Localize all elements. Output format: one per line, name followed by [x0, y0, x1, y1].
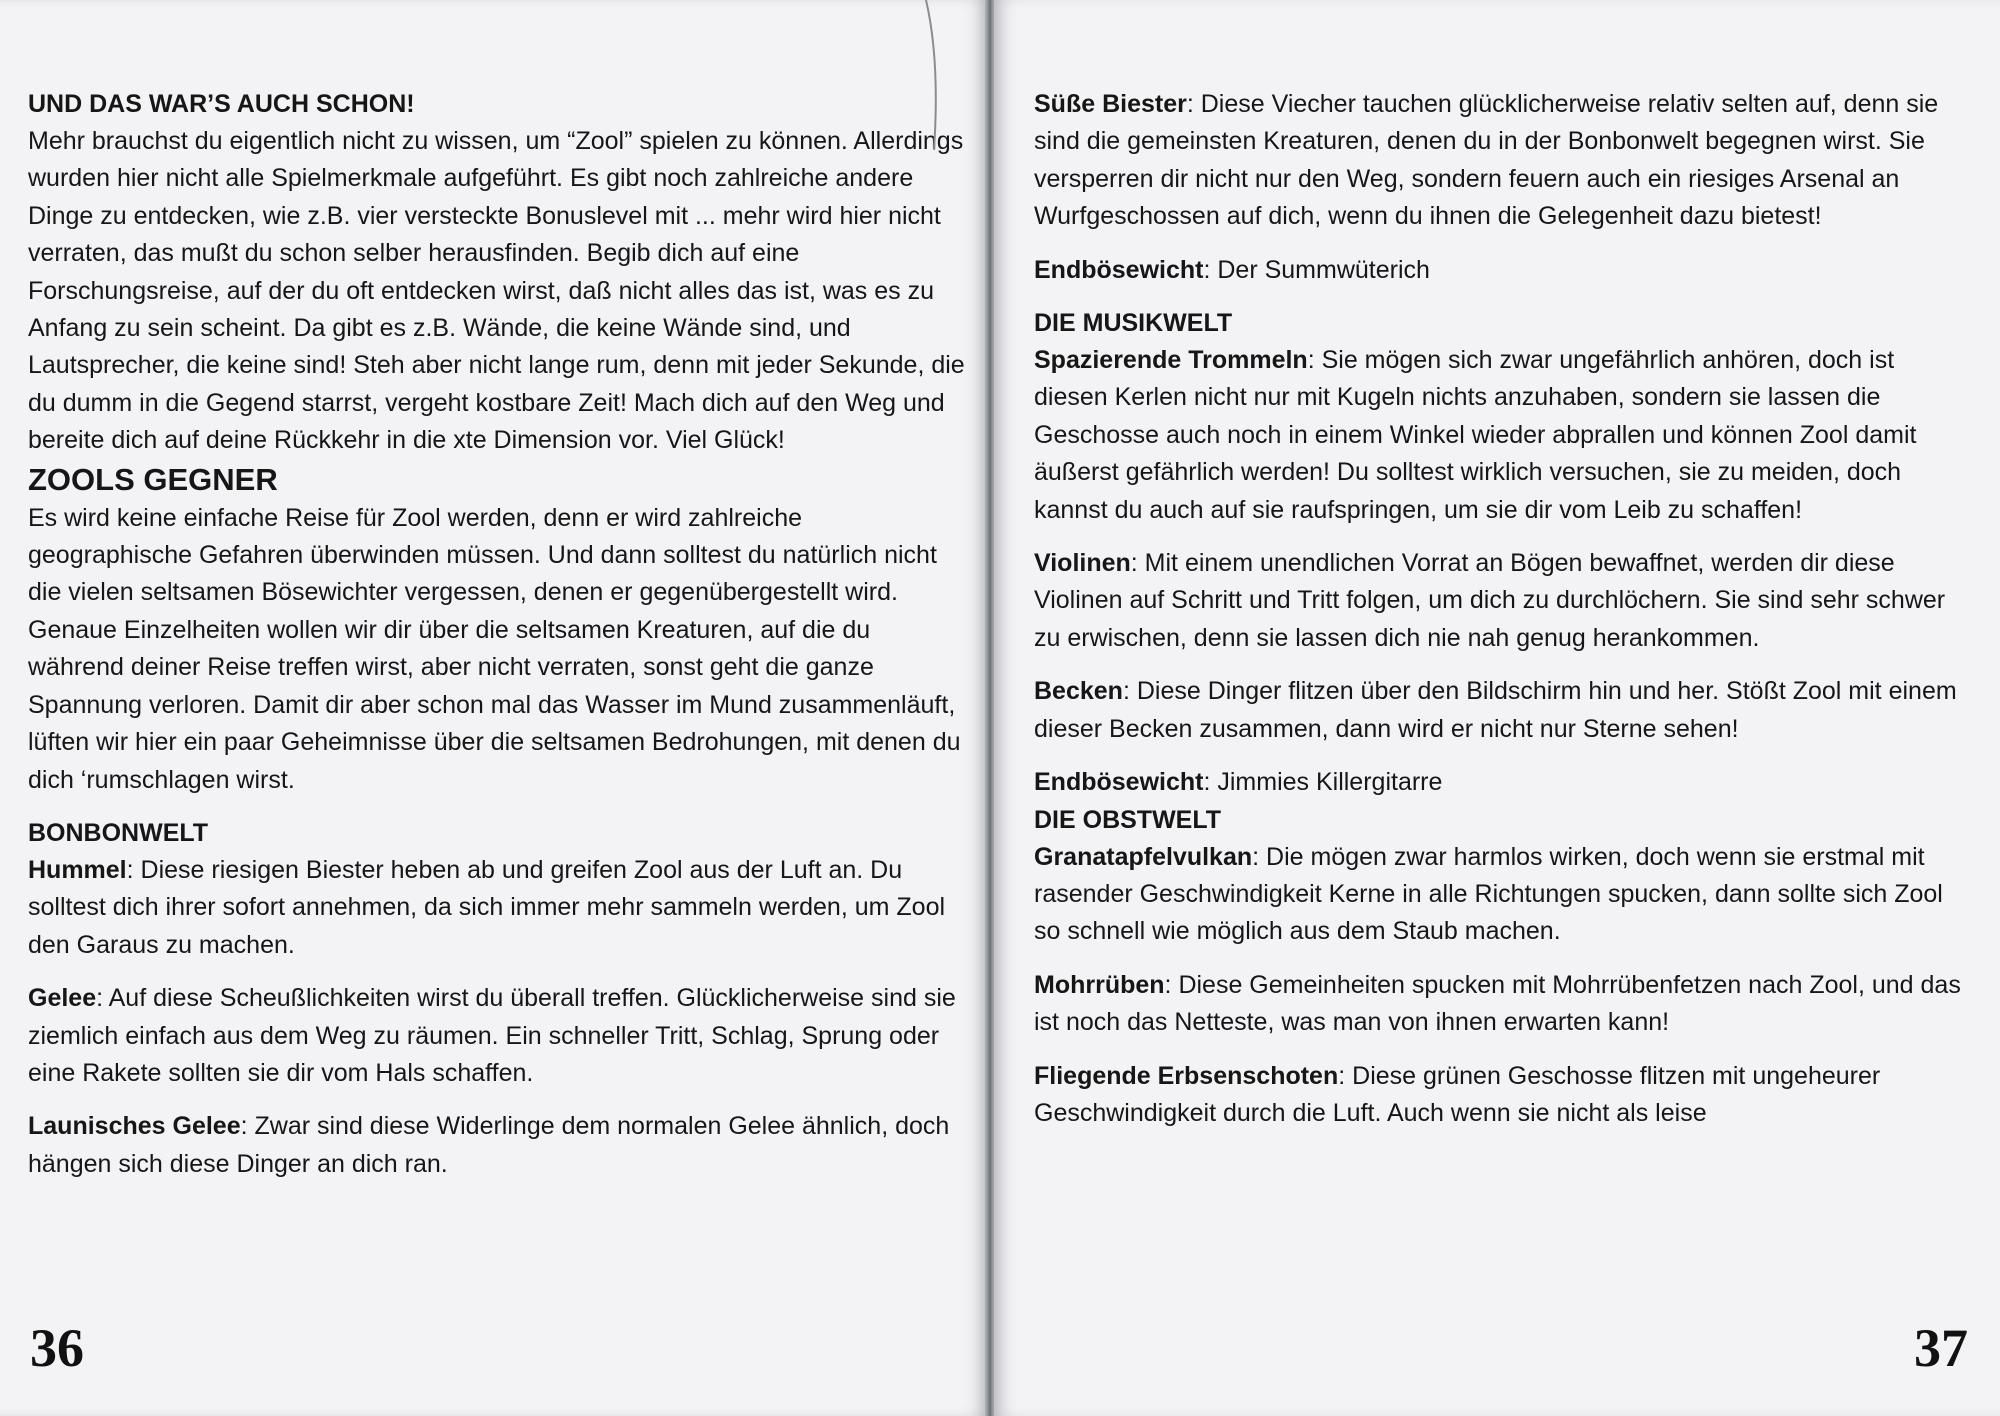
entry-trommeln — [1034, 342, 1974, 529]
right-page-content — [1034, 86, 1974, 1132]
entry-boss-musikwelt — [1034, 764, 1974, 801]
intro-paragraph: Mehr brauchst du eigentlich nicht zu wissen, um “Zool” spielen zu können. Allerdings wurden hier nicht alle Spielmerkmale aufgeführt. Es gibt noch zahlreiche andere Dinge zu entdecken, wie z.B. vier versteckte Bonuslevel mit ... mehr wird hier nicht verraten, das mußt du schon selber herausfinden. Begib dich auf eine Forschungsreise, auf der du oft entdecken wirst, daß nicht alles das ist, was es zu Anfang zu sein scheint. Da gibt es z.B. Wände, die keine Wände sind, und Lautsprecher, die keine sind! Steh aber nicht lange rum, denn mit jeder Sekunde, die du dumm in die Gegend starrst, vergeht kostbare Zeit! Mach dich auf den Weg und bereite dich auf deine Rückkehr in die xte Dimension vor. Viel Glück! — [28, 127, 965, 455]
entry-erbsenschoten — [1034, 1058, 1974, 1133]
left-page — [0, 0, 988, 1416]
entry-text: : Diese Dinger flitzen über den Bildschirm hin und her. Stößt Zool mit einem dieser Becken zusammen, dann wird er nicht nur Sterne sehen! — [1034, 677, 1957, 743]
entry-granatapfel — [1034, 839, 1974, 951]
entry-gelee — [28, 980, 970, 1092]
entry-term: Granatapfelvulkan — [1034, 842, 1253, 871]
spacer — [28, 1092, 970, 1108]
enemies-intro-paragraph: Es wird keine einfache Reise für Zool werden, denn er wird zahlreiche geographische Gefahren überwinden müssen. Und dann solltest du natürlich nicht die vielen seltsamen Bösewichter vergessen, denen er gegenübergestellt wird. Genaue Einzelheiten wollen wir dir über die seltsamen Kreaturen, auf die du während deiner Reise treffen wirst, aber nicht verraten, sonst geht die ganze Spannung verloren. Damit dir aber schon mal das Wasser im Mund zusammenläuft, lüften wir hier ein paar Geheimnisse über die seltsamen Bedrohungen, mit denen du dich ‘rumschlagen wirst. — [28, 503, 961, 794]
spacer — [1034, 657, 1974, 673]
entry-term: Gelee — [28, 984, 97, 1013]
entry-becken — [1034, 673, 1974, 748]
page-number-left: 36 — [30, 1318, 84, 1378]
spacer — [1034, 529, 1974, 545]
section-obstwelt: DIE OBSTWELT — [1034, 805, 1222, 834]
entry-hummel — [28, 852, 970, 964]
spacer — [1034, 236, 1974, 252]
entry-launisches-gelee — [28, 1108, 970, 1183]
heading-end: UND DAS WAR’S AUCH SCHON! — [28, 90, 415, 118]
entry-term: Violinen — [1034, 549, 1131, 578]
page-crease — [922, 0, 952, 150]
entry-term: Becken — [1034, 677, 1123, 706]
spacer — [1034, 748, 1974, 764]
section-bonbonwelt: BONBONWELT — [28, 818, 209, 847]
heading-enemies: ZOOLS GEGNER — [28, 461, 278, 497]
entry-text: : Sie mögen sich zwar ungefährlich anhören, doch ist diesen Kerlen nicht nur mit Kugeln nichts anzuhaben, sondern sie lassen die Geschosse auch noch in einem Winkel wieder abprallen und können Zool damit äußerst gefährlich werden! Du solltest wirklich versuchen, sie zu meiden, doch kannst du auch auf sie raufspringen, um sie dir vom Leib zu schaffen! — [1034, 346, 1917, 524]
entry-text: : Mit einem unendlichen Vorrat an Bögen bewaffnet, werden dir diese Violinen auf Schritt und Tritt folgen, um dich zu durchlöchern. Sie sind sehr schwer zu erwischen, denn sie lassen dich nie nah genug herankommen. — [1034, 549, 1946, 652]
entry-term: Fliegende Erbsenschoten — [1034, 1061, 1339, 1090]
entry-suesse-biester — [1034, 86, 1974, 236]
entry-text: : Der Summwüterich — [1203, 255, 1430, 284]
entry-text: : Jimmies Killergitarre — [1203, 768, 1443, 797]
entry-term: Spazierende Trommeln — [1034, 346, 1308, 375]
entry-text: : Diese grünen Geschosse flitzen mit ungeheurer Geschwindigkeit durch die Luft. Auch wenn sie nicht als leise — [1034, 1061, 1881, 1127]
spacer — [1034, 951, 1974, 967]
entry-text: : Die mögen zwar harmlos wirken, doch wenn sie erstmal mit rasender Geschwindigkeit Kerne in alle Richtungen spucken, dann sollte sich Zool so schnell wie möglich aus dem Staub machen. — [1034, 842, 1943, 946]
entry-term: Süße Biester — [1034, 90, 1187, 118]
entry-text: : Diese Viecher tauchen glücklicherweise relativ selten auf, denn sie sind die gemeinsten Kreaturen, denen du in der Bonbonwelt begegnen wirst. Sie versperren dir nicht nur den Weg, sondern feuern auch ein riesiges Arsenal an Wurfgeschossen auf dich, wenn du ihnen die Gelegenheit dazu bietest! — [1034, 90, 1939, 231]
right-page — [994, 0, 2000, 1416]
entry-term: Endbösewicht — [1034, 255, 1204, 284]
page-number-right: 37 — [1914, 1318, 1968, 1378]
entry-term: Mohrrüben — [1034, 970, 1165, 999]
section-musikwelt: DIE MUSIKWELT — [1034, 309, 1233, 338]
entry-text: : Diese Gemeinheiten spucken mit Mohrrübenfetzen nach Zool, und das ist noch das Netteste, was man von ihnen erwarten kann! — [1034, 970, 1961, 1037]
entry-text: : Zwar sind diese Widerlinge dem normalen Gelee ähnlich, doch hängen sich diese Dinger an dich ran. — [28, 1112, 950, 1178]
entry-term: Endbösewicht — [1034, 768, 1204, 797]
left-page-content — [28, 86, 970, 1183]
spacer — [28, 799, 970, 815]
entry-term: Hummel — [28, 855, 127, 884]
entry-text: : Auf diese Scheußlichkeiten wirst du überall treffen. Glücklicherweise sind sie ziemlich einfach aus dem Weg zu räumen. Ein schneller Tritt, Schlag, Sprung oder eine Rakete sollten sie dir vom Hals schaffen. — [28, 984, 956, 1087]
entry-term: Launisches Gelee — [28, 1112, 241, 1141]
entry-text: : Diese riesigen Biester heben ab und greifen Zool aus der Luft an. Du solltest dich ihrer sofort annehmen, da sich immer mehr sammeln werden, um Zool den Garaus zu machen. — [28, 855, 946, 959]
spacer — [1034, 289, 1974, 305]
spacer — [28, 964, 970, 980]
entry-mohrrueben — [1034, 967, 1974, 1042]
spacer — [1034, 1042, 1974, 1058]
entry-boss-bonbonwelt — [1034, 252, 1974, 289]
entry-violinen — [1034, 545, 1974, 657]
